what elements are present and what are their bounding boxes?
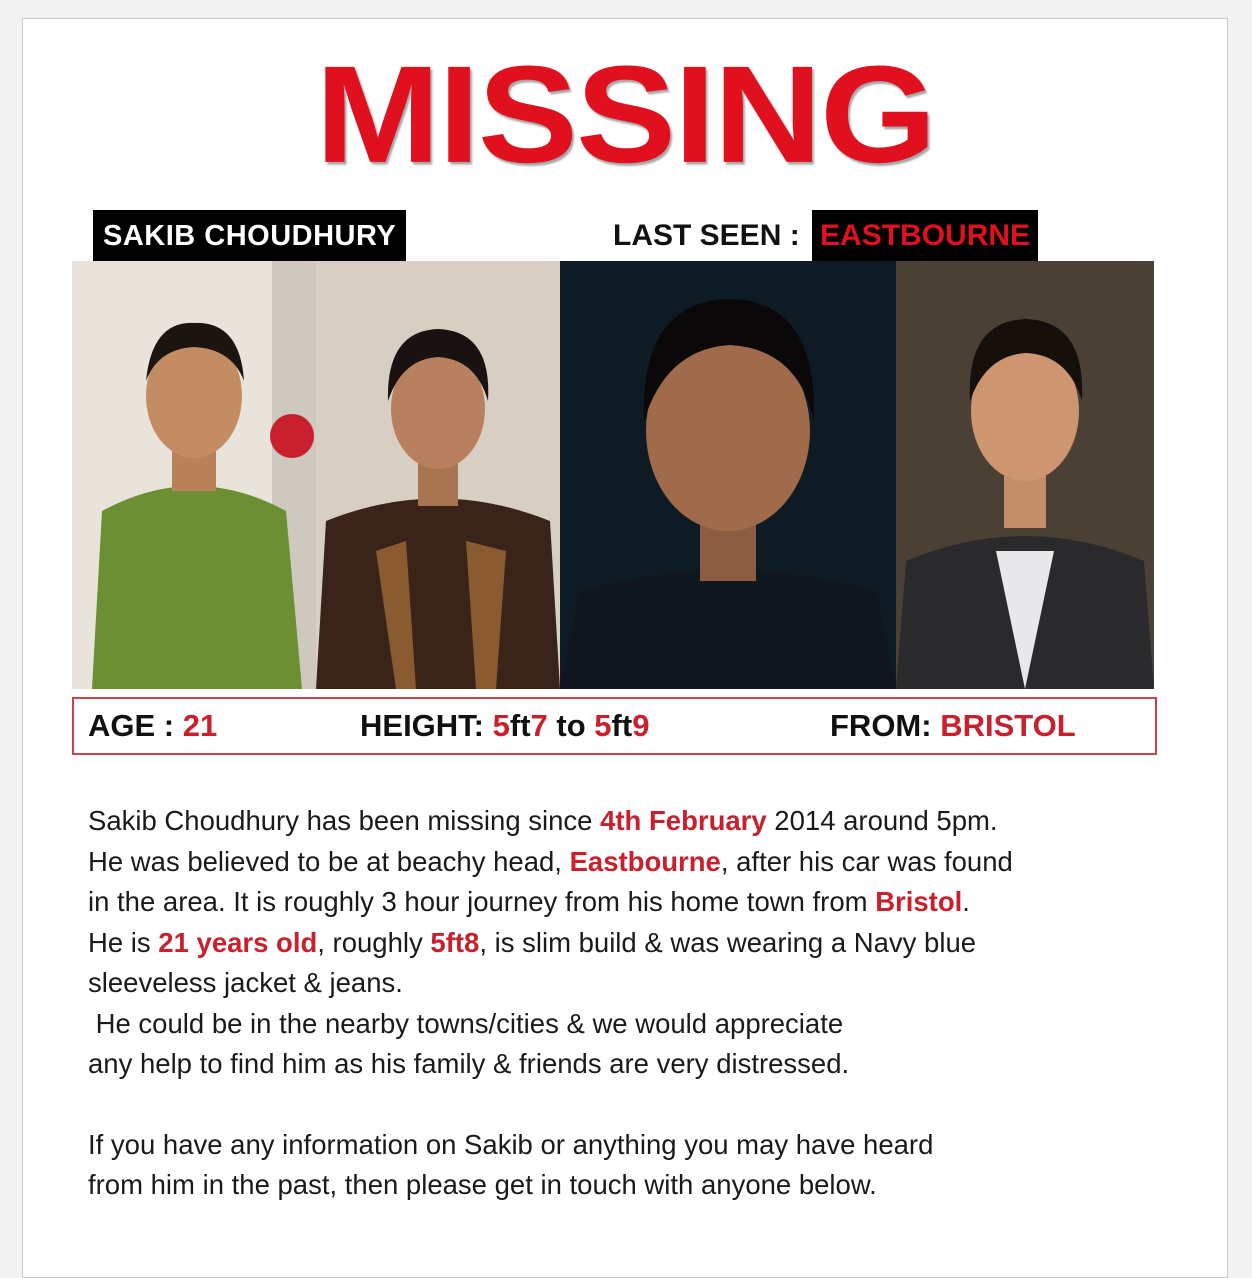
age-value: 21 [182,708,218,743]
age-label: AGE : [88,708,175,743]
height-label: HEIGHT: [360,708,484,743]
height-max-unit: ft [611,708,633,743]
last-seen-label: LAST SEEN : [613,219,800,252]
text-run: , is slim build & was wearing a Navy blue [479,926,977,958]
text-run: , after his car was found [720,845,1013,877]
desc-line [88,801,1208,842]
desc-line: sleeveless jacket & jeans. [88,967,403,998]
photo-strip [72,261,1154,689]
text-run: Sakib Choudhury has been missing since [88,805,601,836]
age-stat [88,699,217,753]
height-min-unit: ft [509,708,531,743]
photo-1 [72,261,316,689]
text-run: 2014 around 5pm. [766,805,998,836]
hometown-highlight: Bristol [875,886,963,917]
desc-line [88,882,1208,923]
height-min-feet: 5 [492,708,510,743]
last-seen [613,210,1038,262]
height-highlight: 5ft8 [430,926,480,958]
photo-4 [896,261,1154,689]
from-stat [830,699,1076,753]
person-name: SAKIB CHOUDHURY [93,210,406,262]
location-highlight: Eastbourne [569,845,721,877]
height-to: to [547,708,595,743]
age-highlight: 21 years old [158,926,318,958]
desc-line [88,923,1208,964]
contact-line: If you have any information on Sakib or anything you may have heard [88,1128,934,1160]
stats-bar [72,697,1157,755]
desc-line: any help to find him as his family & friends are very distressed. [88,1048,850,1079]
contact-line: from him in the past, then please get in touch with anyone below. [88,1169,877,1200]
height-max-feet: 5 [594,708,612,743]
height-max-inches: 9 [632,708,650,743]
last-seen-place: EASTBOURNE [812,210,1038,262]
text-run: , roughly [317,926,431,958]
text-run: He is [88,926,159,958]
description [88,801,1208,1206]
height-min-inches: 7 [530,708,548,743]
missing-date: 4th February [600,805,767,836]
desc-line: He could be in the nearby towns/cities & we would appreciate [88,1007,844,1039]
poster-title: MISSING [315,36,935,192]
photo-3 [560,261,896,689]
text-run: in the area. It is roughly 3 hour journey from his home town from [88,886,876,917]
text-run: He was believed to be at beachy head, [88,845,570,877]
text-run: . [962,886,970,917]
height-stat [360,699,649,753]
from-value: BRISTOL [940,708,1076,743]
from-label: FROM: [830,708,932,743]
photo-2 [316,261,560,689]
desc-line [88,842,1208,883]
